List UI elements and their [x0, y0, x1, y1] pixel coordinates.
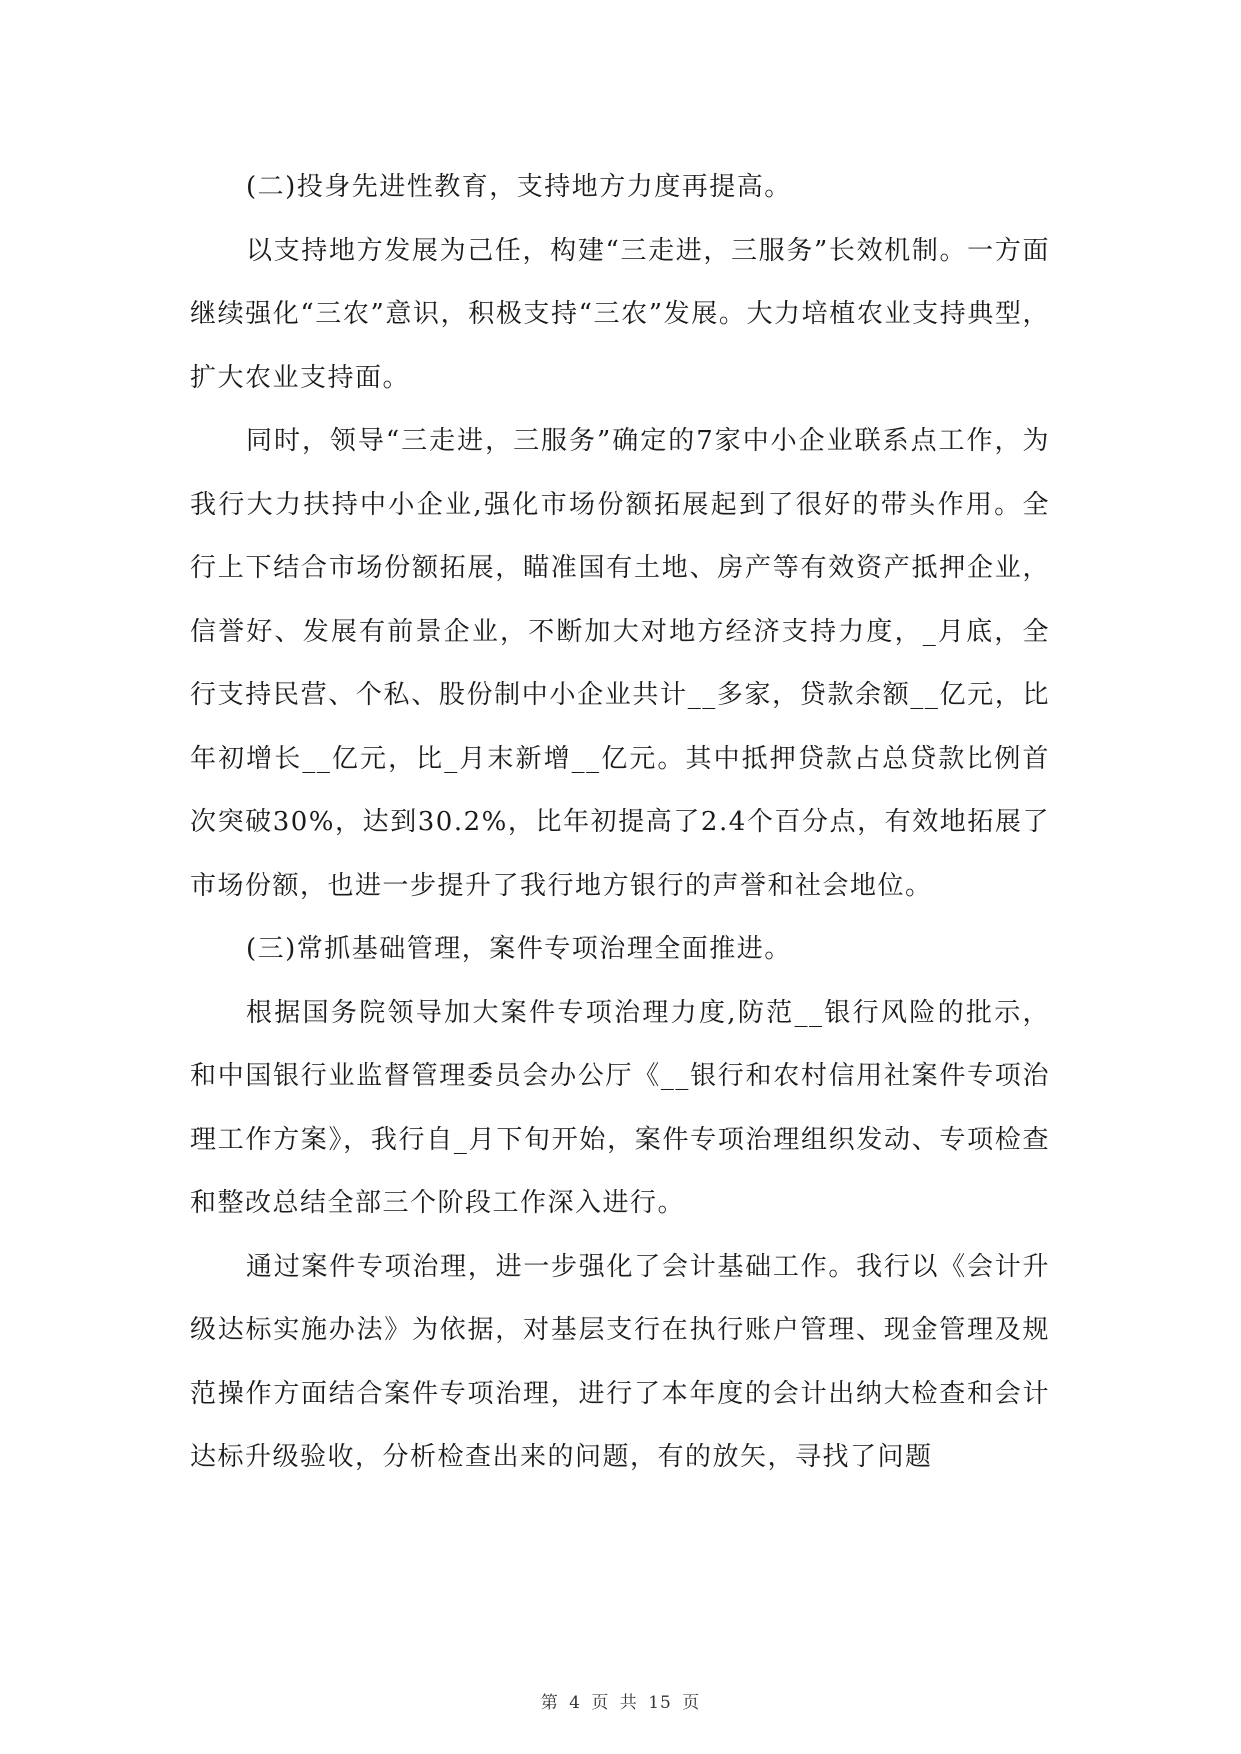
footer-total-pages: 15: [648, 1693, 672, 1713]
body-paragraph: 通过案件专项治理，进一步强化了会计基础工作。我行以《会计升级达标实施办法》为依据，对基层支行在执行账户管理、现金管理及规范操作方面结合案件专项治理，进行了本年度的会计出纳大检查和会计达标升级验收，分析检查出来的问题，有的放矢，寻找了问题: [190, 1251, 1050, 1472]
page-footer: [0, 1688, 1241, 1713]
section-heading-2: (二)投身先进性教育，支持地方力度再提高。: [246, 172, 792, 202]
footer-current-page: 4: [569, 1693, 581, 1713]
body-paragraph: 根据国务院领导加大案件专项治理力度,防范__银行风险的批示，和中国银行业监督管理委员会办公厅《__银行和农村信用社案件专项治理工作方案》，我行自_月下旬开始，案件专项治理组织发动、专项检查和整改总结全部三个阶段工作深入进行。: [190, 997, 1050, 1218]
footer-total-word: 共: [619, 1693, 638, 1713]
footer-suffix: 页: [682, 1693, 701, 1713]
section-heading-3: (三)常抓基础管理，案件专项治理全面推进。: [246, 934, 792, 964]
footer-prefix: 第: [540, 1693, 559, 1713]
document-body: [190, 156, 1050, 1490]
body-paragraph: 同时，领导“三走进，三服务”确定的7家中小企业联系点工作，为我行大力扶持中小企业,强化市场份额拓展起到了很好的带头作用。全行上下结合市场份额拓展，瞄准国有土地、房产等有效资产抵押企业，信誉好、发展有前景企业，不断加大对地方经济支持力度，_月底，全行支持民营、个私、股份制中小企业共计__多家，贷款余额__亿元，比年初增长__亿元，比_月末新增__亿元。其中抵押贷款占总贷款比例首次突破30%，达到30.2%，比年初提高了2.4个百分点，有效地拓展了市场份额，也进一步提升了我行地方银行的声誉和社会地位。: [190, 426, 1050, 901]
body-paragraph: 以支持地方发展为己任，构建“三走进，三服务”长效机制。一方面继续强化“三农”意识，积极支持“三农”发展。大力培植农业支持典型，扩大农业支持面。: [190, 235, 1050, 393]
footer-page-word: 页: [591, 1693, 610, 1713]
